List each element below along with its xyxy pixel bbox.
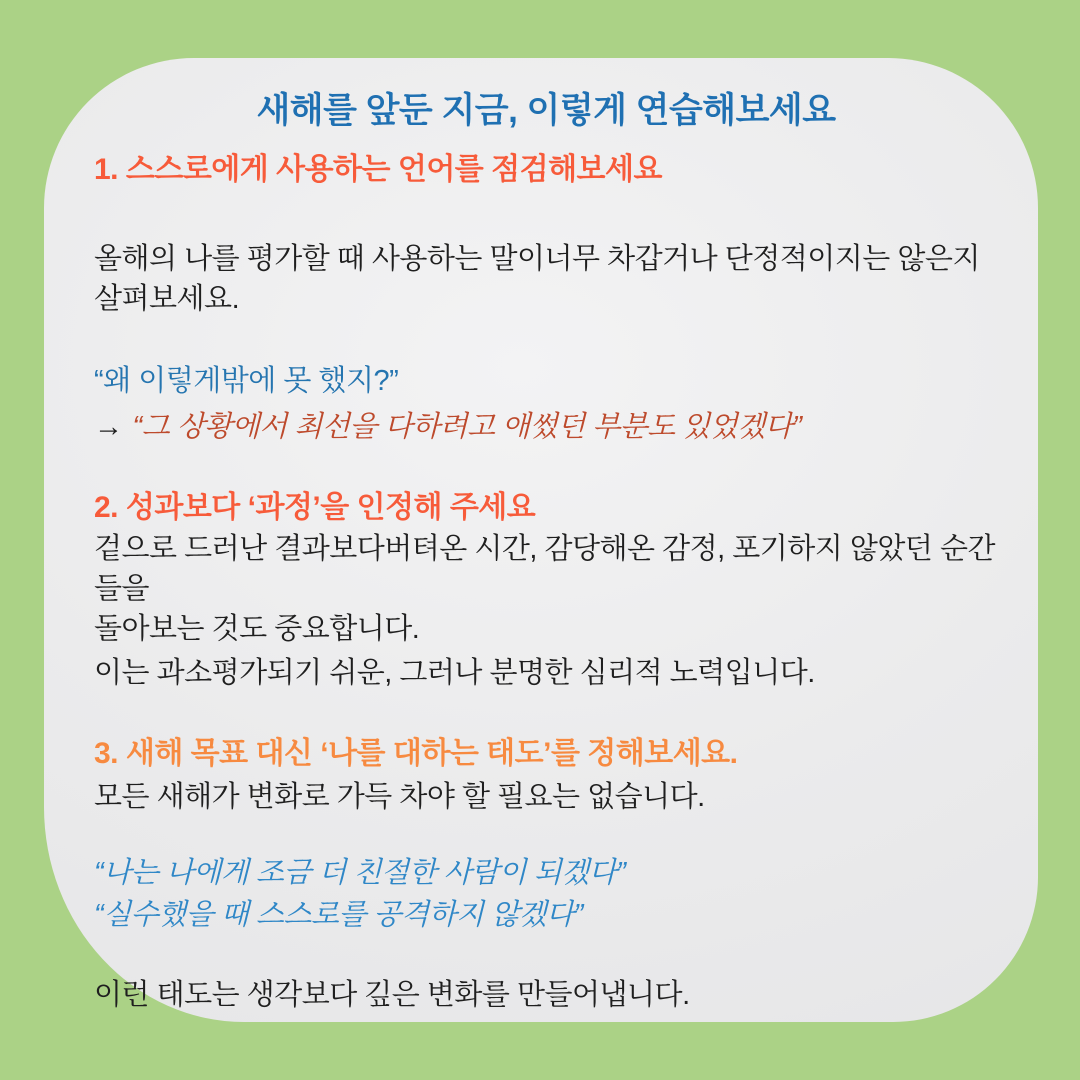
closing-statement: 이런 태도는 생각보다 깊은 변화를 만들어냅니다. — [94, 979, 690, 1011]
section1-reframe-quote: “그 상황에서 최선을 다하려고 애썼던 부분도 있었겠다” — [132, 411, 802, 443]
section1-negative-quote: “왜 이렇게밖에 못 했지?” — [94, 365, 399, 397]
section2-body-line3: 이는 과소평가되기 쉬운, 그러나 분명한 심리적 노력입니다. — [94, 657, 815, 689]
section3-heading: 3. 새해 목표 대신 ‘나를 대하는 태도’를 정해보세요. — [94, 737, 738, 770]
page-title: 새해를 앞둔 지금, 이렇게 연습해보세요 — [256, 91, 836, 130]
section2-paragraph — [94, 529, 998, 649]
section1-body-line1: 올해의 나를 평가할 때 사용하는 말이너무 차갑거나 단정적이지는 않은지 — [94, 243, 980, 275]
section3-quote1: “나는 나에게 조금 더 친절한 사람이 되겠다” — [94, 857, 626, 889]
section3-body-line1: 모든 새해가 변화로 가득 차야 할 필요는 없습니다. — [94, 781, 705, 813]
section1-body-line2: 살펴보세요. — [94, 283, 240, 315]
section1-paragraph — [94, 239, 998, 319]
content-card — [44, 58, 1038, 1022]
card-content — [94, 86, 998, 1015]
section2-heading: 2. 성과보다 ‘과정’을 인정해 주세요 — [94, 491, 536, 524]
section1-heading: 1. 스스로에게 사용하는 언어를 점검해보세요 — [94, 153, 662, 186]
section2-body-line2: 돌아보는 것도 중요합니다. — [94, 613, 420, 645]
section3-quote2: “실수했을 때 스스로를 공격하지 않겠다” — [94, 899, 583, 931]
section1-reframe-line — [94, 407, 998, 447]
section2-body-line1: 겉으로 드러난 결과보다버텨온 시간, 감당해온 감정, 포기하지 않았던 순간들을 — [94, 533, 995, 605]
right-arrow-icon: → — [94, 411, 123, 443]
